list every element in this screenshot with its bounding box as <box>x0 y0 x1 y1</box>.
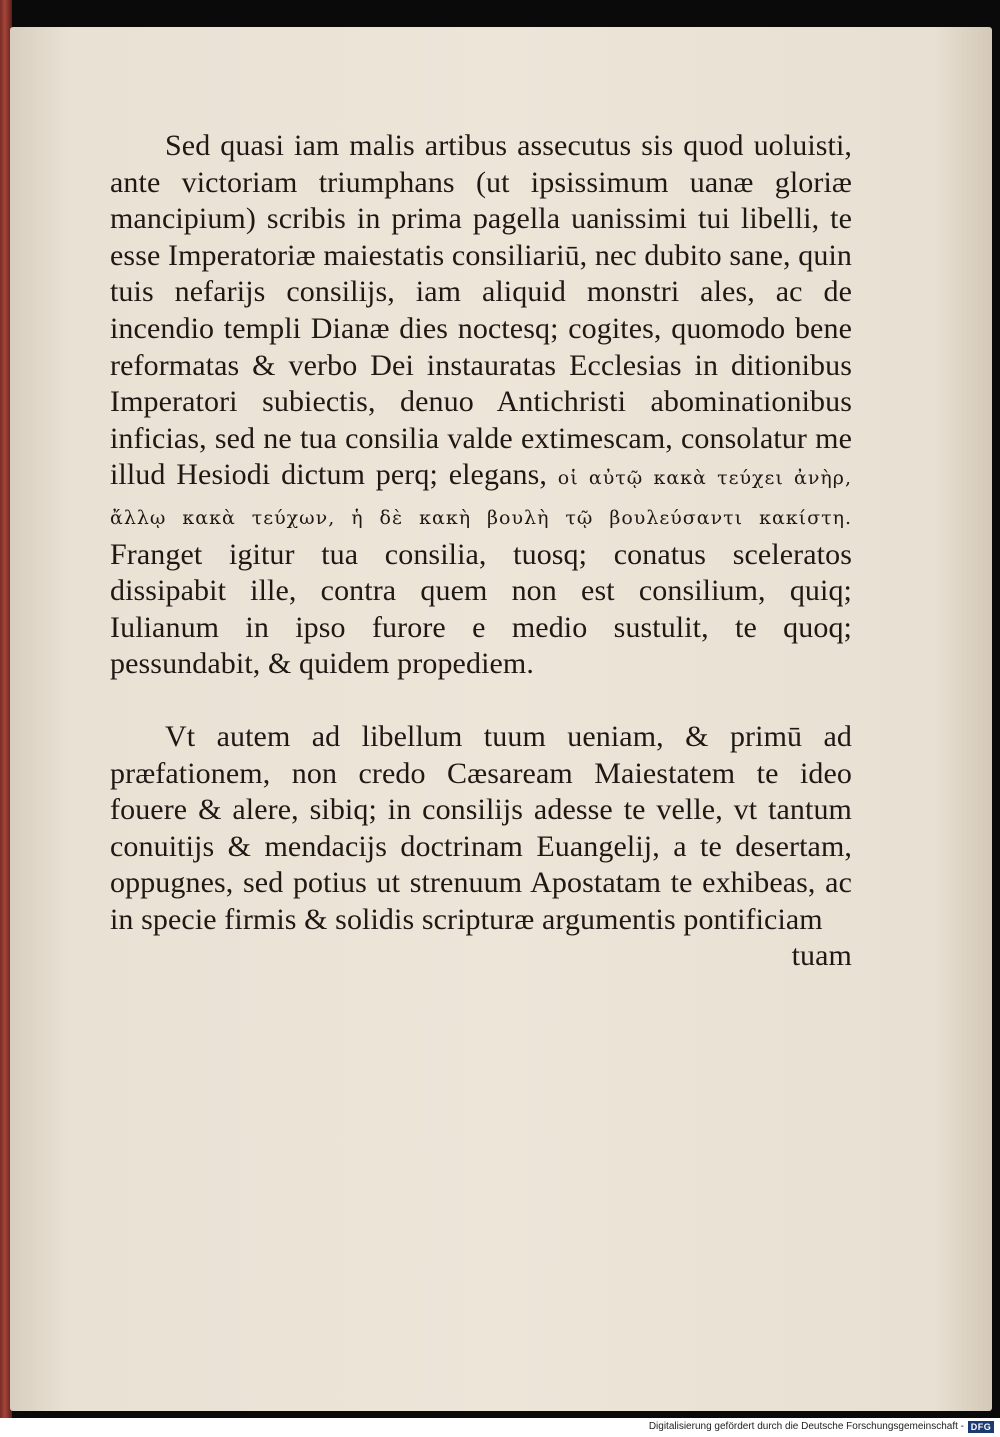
greek-quote: οἱ αὐτῷ κακὰ τεύχει ἀνὴρ, ἄλλῳ κακὰ τεύχων, ἡ δὲ κακὴ βουλὴ τῷ βουλεύσαντι κακίστη. <box>110 467 852 529</box>
catchword: tuam <box>791 939 852 973</box>
funding-credit: Digitalisierung gefördert durch die Deutsche Forschungsgemeinschaft - <box>648 1421 964 1432</box>
paragraph-2 <box>110 719 852 939</box>
paragraph-1-text: Sed quasi iam malis artibus assecutus sis quod uoluisti, ante victoriam triumphans (ut ipsissimum uanæ gloriæ mancipium) scribis in prima pagella uanissimi tui libelli, te esse Imperatoriæ maiestatis consiliariū, nec dubito sane, quin tuis nefarijs consilijs, iam aliquid monstri ales, ac de incendio templi Dianæ dies noctesq; cogites, quomodo bene reformatas & verbo Dei instauratas Ecclesias in ditionibus Imperatori subiectis, denuo Antichristi abominationibus inficias, sed ne tua consilia valde extimescam, consolatur me illud Hesiodi dictum perq; elegans, <box>110 129 852 492</box>
dfg-logo-icon: DFG <box>968 1421 994 1433</box>
footer-bar <box>0 1418 1000 1437</box>
page-text <box>110 128 852 975</box>
paragraph-1 <box>110 128 852 683</box>
paragraph-1-continuation: Franget igitur tua consilia, tuosq; conatus sceleratos dissipabit ille, contra quem non est consilium, quiq; Iulianum in ipso furore e medio sustulit, te quoq; pessundabit, & quidem propediem. <box>110 537 852 681</box>
paragraph-2-text: Vt autem ad libellum tuum ueniam, & primū ad præfationem, non credo Cæsaream Maiestatem te ideo fouere & alere, sibiq; in consilijs adesse te velle, vt tantum conuitijs & mendacijs doctrinam Euangelij, a te desertam, oppugnes, sed potius ut strenuum Apostatam te exhibeas, ac in specie firmis & solidis scripturæ argumentis pontificiam <box>110 719 852 936</box>
